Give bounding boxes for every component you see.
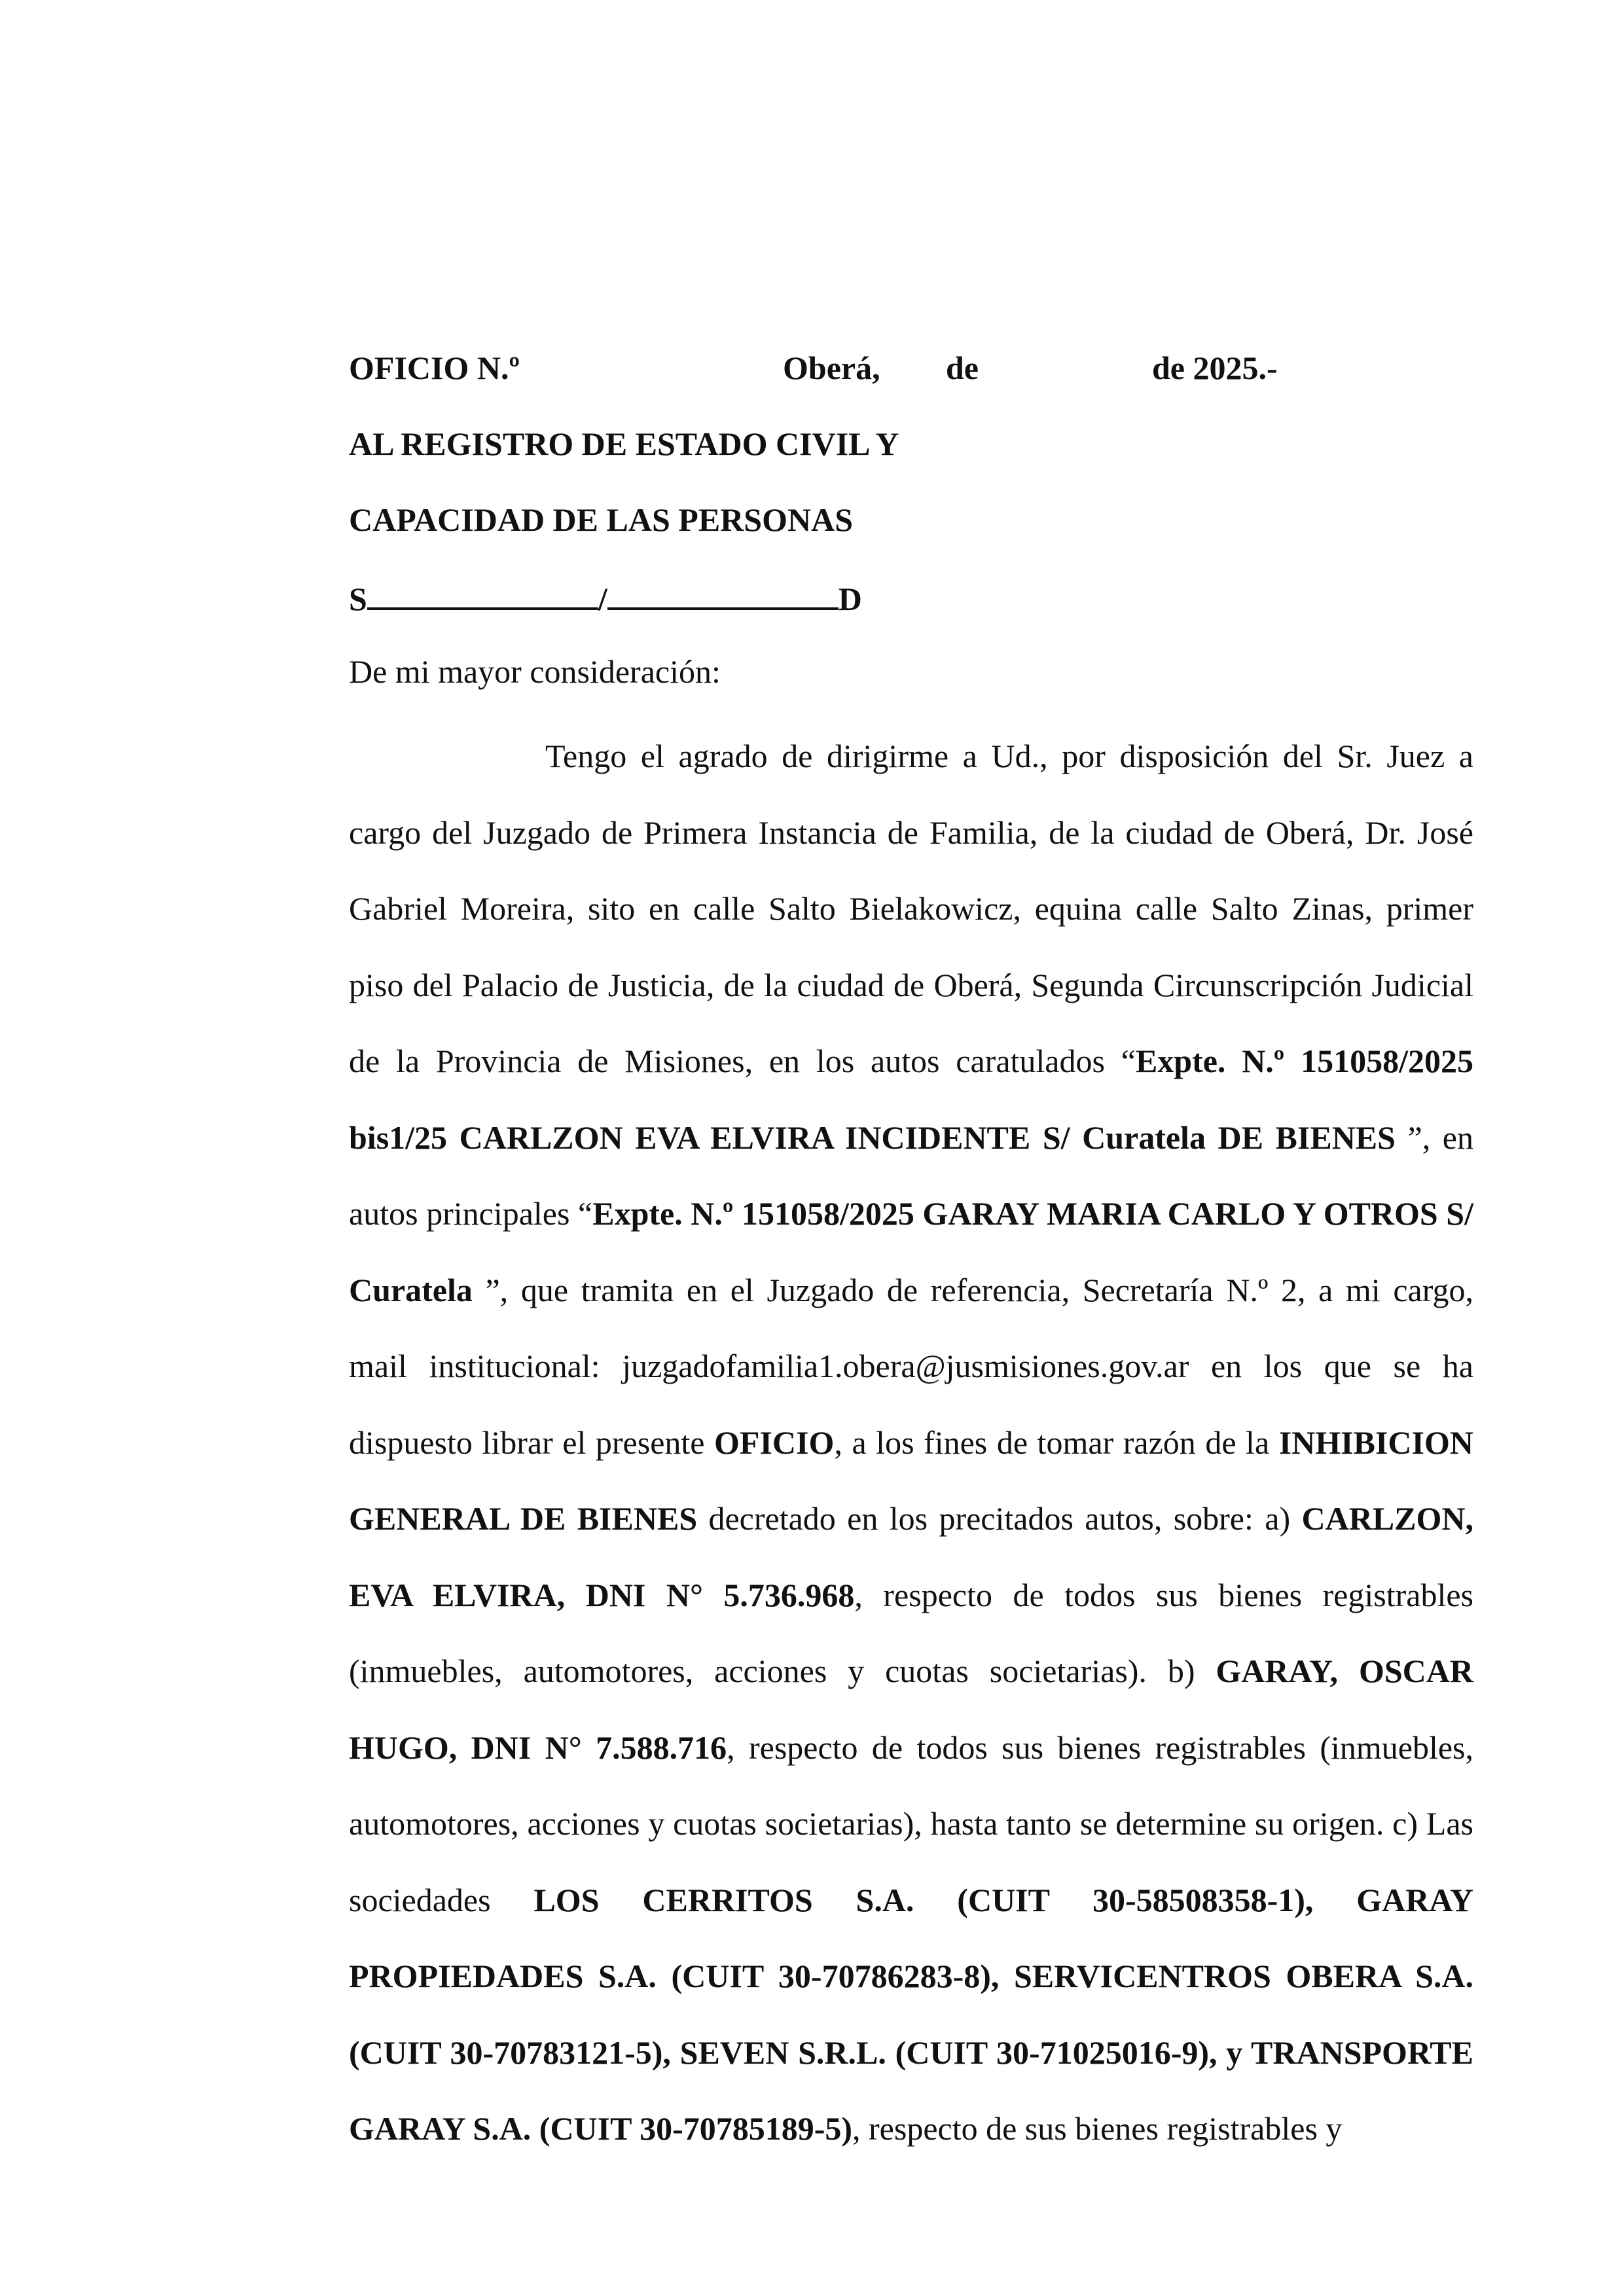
body-text-1: Tengo el agrado de dirigirme a Ud., por disposición del Sr. Juez a cargo del Juzgado de Primera Instancia de Familia, de la ciudad de Oberá, Dr. José Gabriel Moreira, sito en calle Salto Bielakowicz, equina calle Salto Zinas, primer piso del Palacio de Justicia, de la ciudad de Oberá, Segunda Circunscripción Judicial de la Provincia de Misiones, en los autos caratulados “ <box>349 738 1473 1079</box>
body-text-2: ”, en autos principales “ <box>349 1119 1473 1232</box>
date-de-label: de <box>946 350 979 386</box>
place-label: Oberá, <box>783 350 880 386</box>
sd-d: D <box>838 581 862 617</box>
body-text-6: , respecto de todos sus bienes registrables (inmuebles, automotores, acciones y cuotas societarias). b) <box>349 1576 1473 1689</box>
salutation: De mi mayor consideración: <box>349 653 721 690</box>
year-label: de 2025.- <box>1152 350 1278 386</box>
inhibicion-bold: INHIBICION GENERAL DE BIENES <box>349 1424 1473 1537</box>
sd-underline-2 <box>607 576 839 610</box>
body-text-8: , respecto de sus bienes registrables y <box>852 2110 1343 2147</box>
recipient-line-1: AL REGISTRO DE ESTADO CIVIL Y <box>349 425 899 462</box>
sd-slash: / <box>598 581 607 617</box>
sd-underline-1 <box>367 576 598 610</box>
body-text-5: decretado en los precitados autos, sobre: a) <box>697 1500 1302 1537</box>
body-text-7: , respecto de todos sus bienes registrables (inmuebles, automotores, acciones y cuotas societarias), hasta tanto se determine su origen. c) Las sociedades <box>349 1729 1474 1918</box>
body-paragraph <box>349 718 1473 2167</box>
person-a-bold: CARLZON, EVA ELVIRA, DNI N° 5.736.968 <box>349 1500 1473 1613</box>
companies-bold: LOS CERRITOS S.A. (CUIT 30-58508358-1), GARAY PROPIEDADES S.A. (CUIT 30-70786283-8), SERVICENTROS OBERA S.A. (CUIT 30-70783121-5), SEVEN S.R.L. (CUIT 30-71025016-9), y TRANSPORTE GARAY S.A. (CUIT 30-70785189-5) <box>349 1881 1474 2147</box>
body-text-3: ”, que tramita en el Juzgado de referencia, Secretaría N.º 2, a mi cargo, mail institucional: juzgadofamilia1.obera@jusmisiones.gov.ar en los que se ha dispuesto librar el presente <box>349 1271 1473 1461</box>
main-case-title-bold: Expte. N.º 151058/2025 GARAY MARIA CARLO Y OTROS S/ Curatela <box>349 1195 1473 1308</box>
su-despacho-line <box>349 576 862 615</box>
letter-header <box>349 348 1473 387</box>
person-b-bold: GARAY, OSCAR HUGO, DNI N° 7.588.716 <box>349 1653 1473 1766</box>
sd-s: S <box>349 581 367 617</box>
oficio-number-label: OFICIO N.º <box>349 350 520 386</box>
recipient-line-2: CAPACIDAD DE LAS PERSONAS <box>349 501 853 538</box>
case-title-bold: Expte. N.º 151058/2025 bis1/25 CARLZON EVA ELVIRA INCIDENTE S/ Curatela DE BIENES <box>349 1043 1473 1156</box>
oficio-bold: OFICIO <box>714 1424 835 1461</box>
body-text-4: , a los fines de tomar razón de la <box>834 1424 1279 1461</box>
